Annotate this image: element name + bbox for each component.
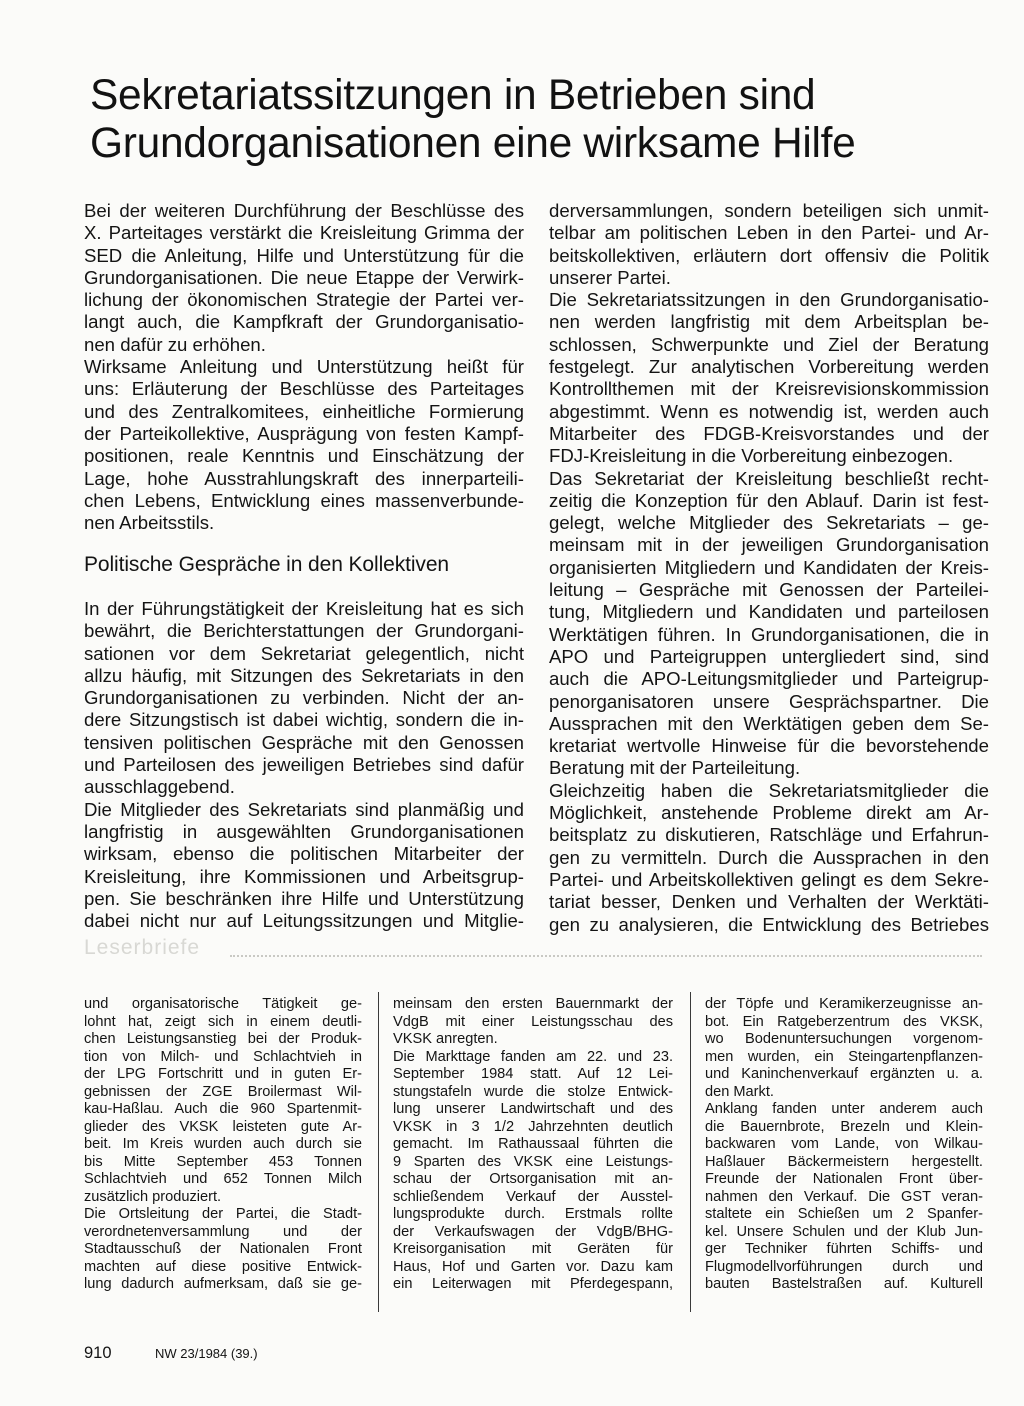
text-line: telbar am politischen Leben in den Partei- und Ar- [549, 222, 989, 244]
text-line: Schlachtvieh und 652 Tonnen Milch [84, 1171, 362, 1187]
text-line: organisierten Mitgliedern und Kandidaten der Kreis- [549, 556, 989, 578]
text-line: abgestimmt. Wenn es notwendig ist, werden auch [549, 400, 989, 422]
section-label: Leserbriefe [84, 936, 201, 959]
text-line: 9 Sparten des VKSK eine Leistungs- [393, 1153, 673, 1170]
text-line: bauten Bastelstraßen auf. Kulturell [705, 1276, 983, 1292]
text-line: pen. Sie beschränken ihre Hilfe und Unterstützung [84, 887, 524, 909]
text-line: VdgB mit einer Leistungsschau des [393, 1013, 673, 1030]
text-line: gen zu analysieren, die Entwicklung des Betriebes [549, 913, 989, 935]
text-line: festgelegt. Zur analytischen Vorbereitung werden [549, 356, 989, 378]
text-line: penorganisatoren unsere Gesprächspartner. Die [549, 690, 989, 712]
text-line: Grundorganisationen zu verbinden. Nicht der an- [84, 687, 524, 709]
section-subheading: Politische Gespräche in den Kollektiven [84, 553, 449, 576]
page-title [90, 72, 990, 168]
text-line: VKSK anregten. [393, 1031, 498, 1047]
text-line: Haus, Hof und Garten vor. Dazu kam [393, 1258, 673, 1275]
text-line: gemacht. Im Rathaussaal führten die [393, 1136, 673, 1152]
text-line: machten auf diese positive Entwick- [84, 1258, 362, 1275]
text-line: nen dafür zu erhöhen. [84, 333, 266, 355]
text-line: kel. Unsere Schulen und der Klub Jun- [705, 1223, 983, 1240]
text-line: Beratung mit der Parteileitung. [549, 757, 801, 779]
text-line: Aussprachen mit den Werktätigen geben dem Se- [549, 712, 989, 734]
text-line: chen Lebens, Entwicklung eines massenverbunde- [84, 489, 524, 511]
text-line: gelegt, welche Mitglieder des Sekretariats – ge- [549, 512, 989, 534]
text-line: FDJ-Kreisleitung in die Vorbereitung einbezogen. [549, 445, 954, 467]
text-line: bis Mitte September 453 Tonnen [84, 1153, 362, 1170]
text-line: beitskollektiven, erläutern dort offensiv die Politik [549, 244, 989, 266]
text-line: positionen, reale Kenntnis und Einschätzung der [84, 445, 524, 467]
text-line: SED die Anleitung, Hilfe und Unterstützung für die [84, 244, 524, 266]
text-line: Die Sekretariatssitzungen in den Grundorganisatio- [549, 289, 989, 311]
text-line: zeitig die Konzeption für den Ablauf. Darin ist fest- [549, 489, 989, 511]
letters-column-3 [705, 996, 983, 1294]
text-line: dabei nicht nur auf Leitungssitzungen und Mitglie- [84, 910, 524, 932]
article-column-left [84, 598, 524, 932]
text-line: Gleichzeitig haben die Sekretariatsmitglieder die [549, 779, 989, 801]
text-line: VKSK in 3 1/2 Jahrzehnten deutlich [393, 1118, 673, 1135]
letters-column-2 [393, 996, 673, 1294]
text-line: der Verkaufswagen der VdgB/BHG- [393, 1223, 673, 1240]
text-line: der Töpfe und Keramikerzeugnisse an- [705, 996, 983, 1012]
text-line: kretariat wertvolle Hinweise für die bevorstehende [549, 735, 989, 757]
text-line: schließendem Verkauf der Ausstel- [393, 1188, 673, 1205]
text-line: schau der Ortsorganisation mit an- [393, 1171, 673, 1187]
page-number: 910 [84, 1344, 112, 1362]
text-line: der Parteikollektive, Ausprägung von festen Kampf- [84, 422, 524, 444]
text-line: September 1984 statt. Auf 12 Lei- [393, 1066, 673, 1082]
text-line: Partei- und Arbeitskollektiven gelingt es dem Sekre- [549, 868, 989, 890]
text-line: und des Zentralkomitees, einheitliche Formierung [84, 400, 524, 422]
text-line: Kontrollthemen mit der Kreisrevisionskommission [549, 378, 989, 400]
text-line: tion von Milch- und Schlachtvieh in [84, 1048, 362, 1065]
text-line: meinsam mit in der jeweiligen Grundorganisation [549, 534, 989, 556]
text-line: Die Ortsleitung der Partei, die Stadt- [84, 1206, 362, 1222]
text-line: uns: Erläuterung der Beschlüsse des Parteitages [84, 378, 524, 400]
text-line: ausschlaggebend. [84, 776, 235, 798]
title-line-1: Sekretariatssitzungen in Betrieben sind [90, 72, 816, 119]
text-line: wirksam, ebenso die politischen Mitarbeiter der [84, 843, 524, 865]
text-line: zusätzlich produziert. [84, 1188, 222, 1205]
text-line: ein Leiterwagen mit Pferdegespann, [393, 1276, 673, 1292]
text-line: unserer Partei. [549, 266, 671, 288]
text-line: beit. Im Kreis wurden auch durch sie [84, 1136, 362, 1152]
text-line: und Kaninchenverkauf ergänzten u. a. [705, 1066, 983, 1082]
text-line: lung dadurch aufmerksam, daß sie ge- [84, 1276, 362, 1292]
text-line: APO und Parteigruppen untergliedert sind, sind [549, 645, 989, 667]
text-line: stungstafeln wurde die stolze Entwick- [393, 1083, 673, 1100]
issue-reference: NW 23/1984 (39.) [155, 1346, 258, 1361]
text-line: schlossen, Schwerpunkte und Ziel der Beratung [549, 333, 989, 355]
text-line: lungsprodukte durch. Erstmals rollte [393, 1206, 673, 1222]
text-line: kau-Haßlau. Auch die 960 Spartenmit- [84, 1101, 362, 1117]
text-line: verordnetenversammlung und der [84, 1223, 362, 1240]
text-line: lung unserer Landwirtschaft und des [393, 1101, 673, 1117]
text-line: backwaren vom Lande, von Wilkau- [705, 1136, 983, 1152]
text-line: bot. Ein Ratgeberzentrum des VKSK, [705, 1013, 983, 1030]
text-line: X. Parteitages verstärkt die Kreisleitung Grimma der [84, 222, 524, 244]
text-line: leitung – Gespräche mit Genossen der Parteilei- [549, 579, 989, 601]
text-line: meinsam den ersten Bauernmarkt der [393, 996, 673, 1012]
text-line: lohnt hat, zeigt sich in einem deutli- [84, 1013, 362, 1030]
text-line: Kreisorganisation mit Geräten für [393, 1241, 673, 1257]
text-line: Grundorganisationen. Die neue Etappe der Verwirk- [84, 266, 524, 288]
text-line: Wirksame Anleitung und Unterstützung heißt für [84, 356, 524, 378]
text-line: allzu häufig, mit Sitzungen des Sekretariats in den [84, 664, 524, 686]
section-divider [230, 955, 982, 957]
text-line: glieder des VKSK leisteten gute Ar- [84, 1118, 362, 1135]
text-line: Möglichkeit, anstehende Probleme direkt am Ar- [549, 802, 989, 824]
text-line: beitsplatz zu diskutieren, Ratschläge und Erfahrun- [549, 824, 989, 846]
text-line: Mitarbeiter des FDGB-Kreisvorstandes und der [549, 422, 989, 444]
text-line: Die Mitglieder des Sekretariats sind planmäßig und [84, 798, 524, 820]
letters-column-1 [84, 996, 362, 1294]
text-line: gen zu vermitteln. Durch die Aussprachen in den [549, 846, 989, 868]
title-line-2: Grundorganisationen eine wirksame Hilfe [90, 120, 856, 167]
text-line: Bei der weiteren Durchführung der Beschlüsse des [84, 200, 524, 221]
text-line: nen werden langfristig mit dem Arbeitsplan be- [549, 311, 989, 333]
text-line: Stadtausschuß der Nationalen Front [84, 1241, 362, 1257]
text-line: bewährt, die Berichterstattungen der Grundorgani- [84, 620, 524, 642]
text-line: Anklang fanden unter anderem auch [705, 1101, 983, 1117]
text-line: der LPG Fortschritt und in guten Er- [84, 1066, 362, 1082]
text-line: Werktätigen führen. In Grundorganisationen, die in [549, 623, 989, 645]
text-line: und Parteilosen des jeweiligen Betriebes sind dafür [84, 754, 524, 776]
text-line: ger Techniker führten Schiffs- und [705, 1241, 983, 1257]
text-line: und organisatorische Tätigkeit ge- [84, 996, 362, 1012]
text-line: Kreisleitung, ihre Kommissionen und Arbeitsgrup- [84, 865, 524, 887]
text-line: auch die APO-Leitungsmitglieder und Parteigrup- [549, 668, 989, 690]
text-line: Das Sekretariat der Kreisleitung beschließt recht- [549, 467, 989, 489]
article-column-right [549, 200, 989, 936]
text-line: gebnissen der ZGE Broilermast Wil- [84, 1083, 362, 1100]
text-line: nen Arbeitsstils. [84, 512, 215, 534]
text-line: In der Führungstätigkeit der Kreisleitung hat es sich [84, 598, 524, 619]
text-line: tensiven politischen Gespräche mit den Genossen [84, 731, 524, 753]
text-line: die Bauernbrote, Brezeln und Klein- [705, 1118, 983, 1135]
text-line: staltete ein Schießen um 2 Spanfer- [705, 1206, 983, 1222]
text-line: tung, Mitgliedern und Kandidaten und parteilosen [549, 601, 989, 623]
text-line: Haßlauer Bäckermeistern hergestellt. [705, 1153, 983, 1170]
column-divider [378, 992, 379, 1312]
text-line: tariat besser, Denken und Verhalten der Werktäti- [549, 891, 989, 913]
text-line: men wurden, ein Steingartenpflanzen- [705, 1048, 983, 1065]
text-line: Flugmodellvorführungen durch und [705, 1258, 983, 1275]
text-line: sationen vor dem Sekretariat gelegentlich, nicht [84, 642, 524, 664]
text-line: langfristig in ausgewählten Grundorganisationen [84, 820, 524, 842]
text-line: nahmen den Verkauf. Die GST veran- [705, 1188, 983, 1205]
text-line: Freunde der Nationalen Front über- [705, 1171, 983, 1187]
text-line: Lage, hohe Ausstrahlungskraft des innerparteili- [84, 467, 524, 489]
text-line: derversammlungen, sondern beteiligen sich unmit- [549, 200, 989, 221]
column-divider [690, 992, 691, 1312]
text-line: lichung der ökonomischen Strategie der Partei ver- [84, 289, 524, 311]
letters-section-header [84, 936, 984, 964]
intro-column [84, 200, 524, 534]
text-line: dere Sitzungstisch ist dabei wichtig, sondern die in- [84, 709, 524, 731]
text-line: chen Leistungsanstieg bei der Produk- [84, 1031, 362, 1047]
text-line: langt auch, die Kampfkraft der Grundorganisatio- [84, 311, 524, 333]
text-line: Die Markttage fanden am 22. und 23. [393, 1048, 673, 1065]
text-line: wo Bodenuntersuchungen vorgenom- [705, 1031, 983, 1047]
text-line: den Markt. [705, 1083, 774, 1100]
